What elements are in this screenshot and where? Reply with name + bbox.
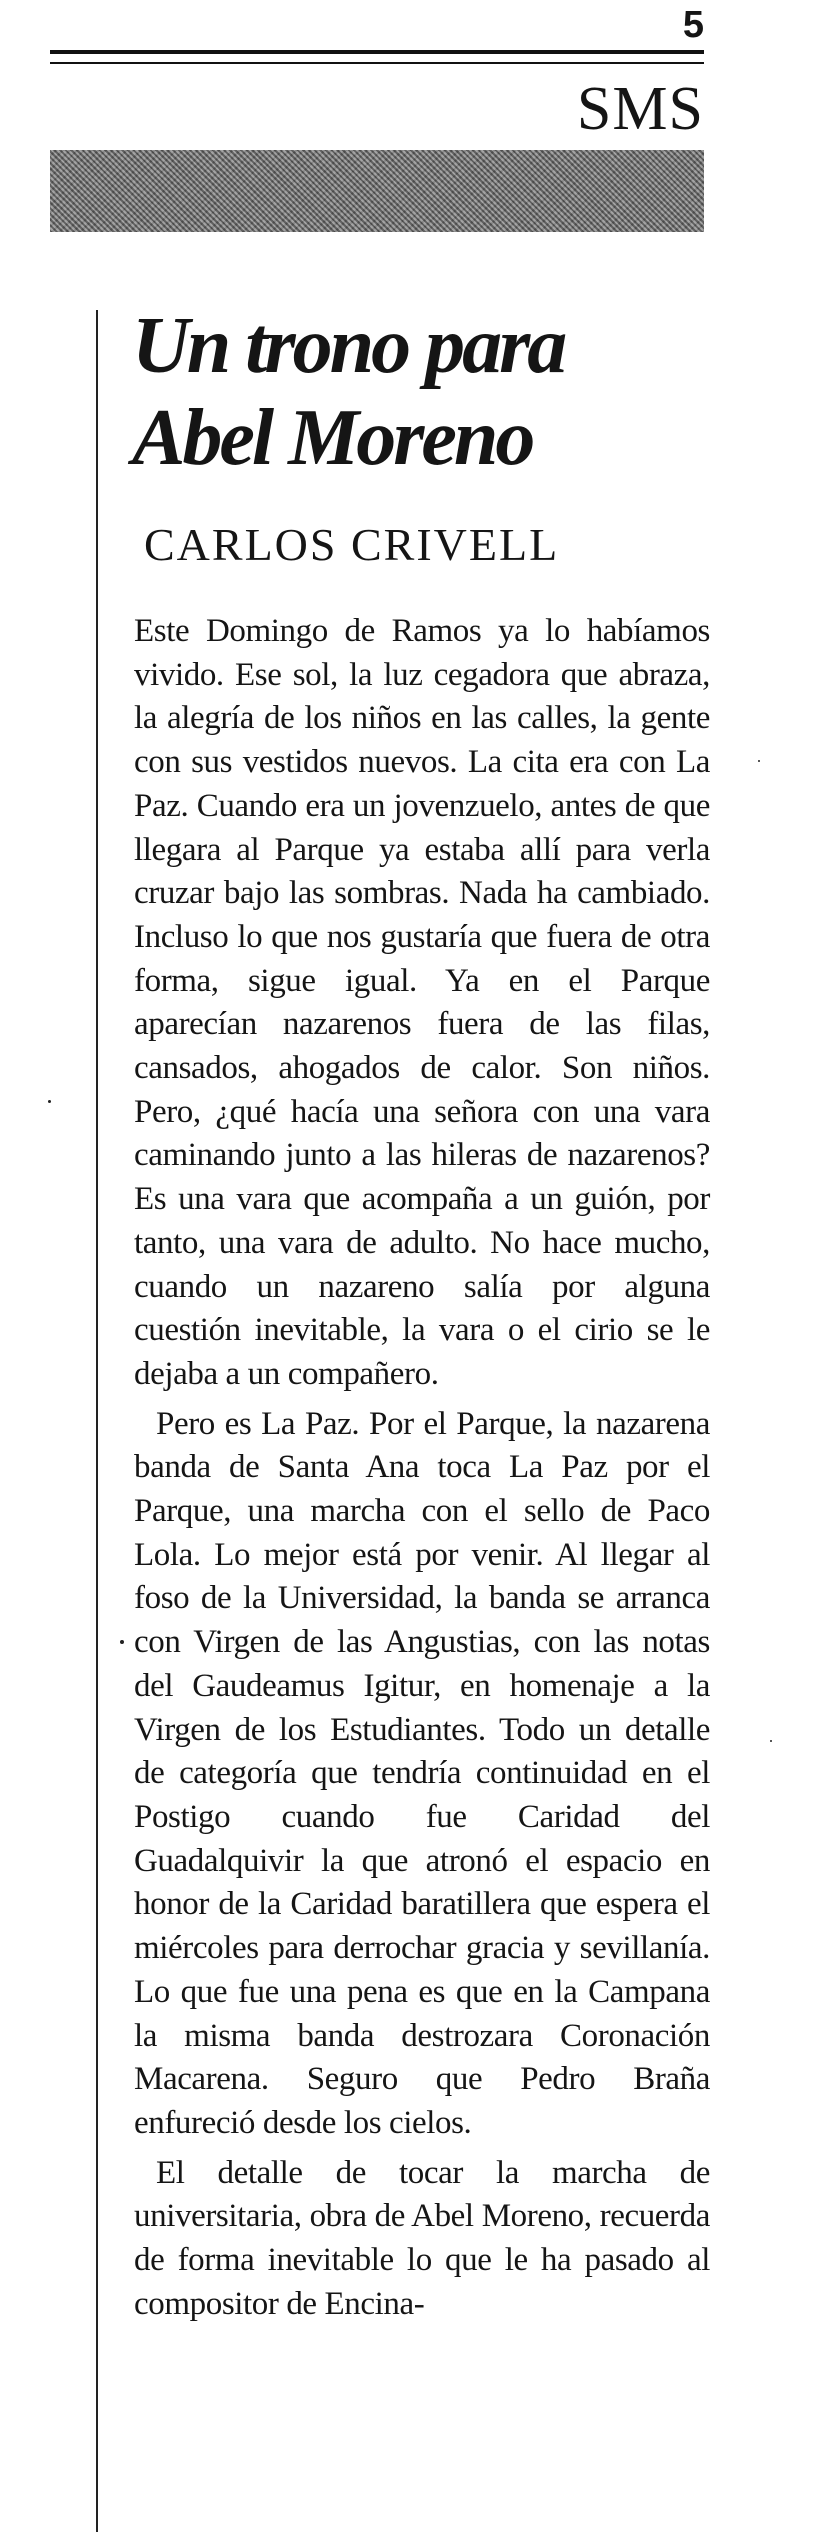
print-speck [120, 1640, 124, 1644]
headline [132, 300, 722, 484]
section-label: SMS [576, 75, 704, 143]
column-rule [96, 310, 98, 2532]
paragraph-1: Este Domingo de Ramos ya lo habíamos vivido. Ese sol, la luz cegadora que abraza, la alegría de los niños en las calles, la gente con sus vestidos nuevos. La cita era con La Paz. Cuando era un jovenzuelo, antes de que llegara al Parque ya estaba allí para verla cruzar bajo las sombras. Nada ha cambiado. Incluso lo que nos gustaría que fuera de otra forma, sigue igual. Ya en el Parque aparecían nazarenos fuera de las filas, cansados, ahogados de calor. Son niños. Pero, ¿qué hacía una señora con una vara caminando junto a las hileras de nazarenos? Es una vara que acompaña a un guión, por tanto, una vara de adulto. No hace mucho, cuando un nazareno salía por alguna cuestión inevitable, la vara o el cirio se le dejaba a un compañero. [134, 613, 710, 1392]
print-speck [770, 1740, 772, 1742]
print-speck [758, 760, 760, 762]
page-number: 5 [682, 4, 704, 46]
header-rule-thin [50, 62, 704, 64]
article-body [134, 610, 710, 2326]
paragraph-2: Pero es La Paz. Por el Parque, la nazarena banda de Santa Ana toca La Paz por el Parque, una marcha con el sello de Paco Lola. Lo mejor está por venir. Al llegar al foso de la Universidad, la banda se arranca con Virgen de las Angustias, con las notas del Gaudeamus Igitur, en homenaje a la Virgen de los Estudiantes. Todo un detalle de categoría que tendría continuidad en el Postigo cuando fue Caridad del Guadalquivir la que atronó el espacio en honor de la Caridad baratillera que espera el miércoles para derrochar gracia y sevillanía. Lo que fue una pena es que en la Campana la misma banda destrozara Coronación Macarena. Seguro que Pedro Braña enfureció desde los cielos. [134, 1405, 710, 2141]
byline: CARLOS CRIVELL [144, 519, 560, 570]
header-rule [50, 50, 704, 54]
headline-line-2: Abel Moreno [132, 394, 533, 482]
section-band [50, 150, 704, 232]
print-speck [48, 1100, 51, 1103]
headline-line-1: Un trono para [132, 302, 565, 390]
paragraph-3: El detalle de tocar la marcha de universitaria, obra de Abel Moreno, recuerda de forma inevitable lo que le ha pasado al compositor de Encina- [134, 2154, 710, 2322]
